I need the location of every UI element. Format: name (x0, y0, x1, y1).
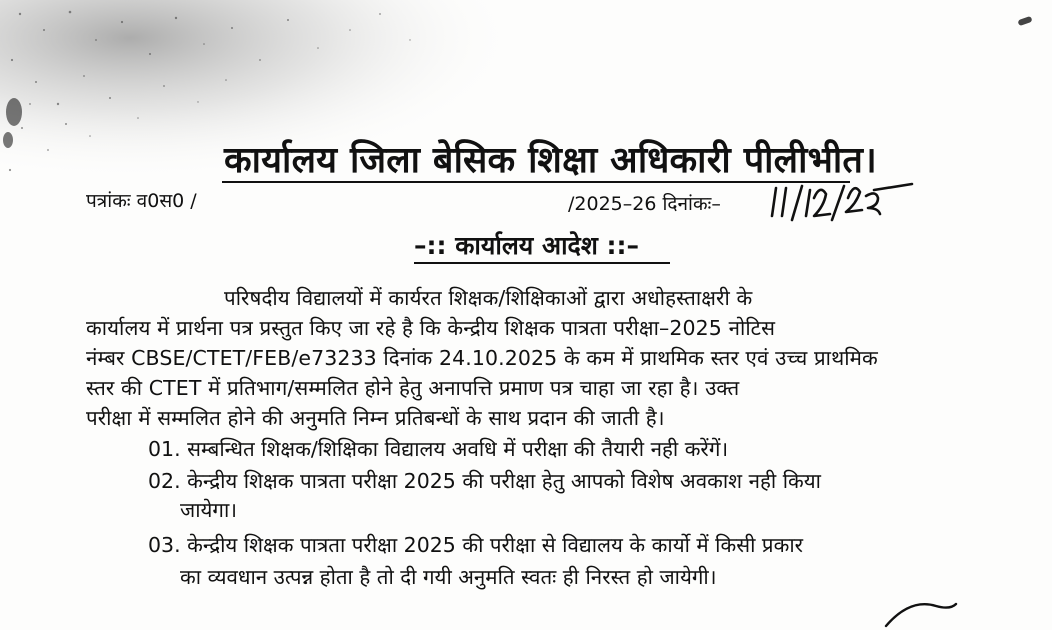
reference-date-label: /2025–26 दिनांकः– (568, 193, 721, 215)
scan-mark (1017, 16, 1032, 26)
body-line: स्तर की CTET में प्रतिभाग/सम्मलित होने हेतु अनापत्ति प्रमाण पत्र चाहा जा रहा है। उक्त (86, 376, 740, 400)
condition-03: 03. केन्द्रीय शिक्षक पात्रता परीक्षा 2025 की परीक्षा से विद्यालय के कार्यो में किसी प्रकार (148, 533, 804, 557)
reference-number: पत्रांकः व0स0 / (86, 190, 197, 212)
condition-02: 02. केन्द्रीय शिक्षक पात्रता परीक्षा 2025 की परीक्षा हेतु आपको विशेष अवकाश नही किया (148, 469, 821, 493)
title-underline (222, 181, 850, 183)
condition-02-continuation: जायेगा। (180, 498, 238, 522)
handwritten-date (766, 176, 916, 226)
body-line: परीक्षा में सम्मलित होने की अनुमति निम्न प्रतिबन्धों के साथ प्रदान की जाती है। (86, 406, 665, 430)
condition-01: 01. सम्बन्धित शिक्षक/शिक्षिका विद्यालय अवधि में परीक्षा की तैयारी नही करेंगें। (148, 437, 729, 461)
condition-03-continuation: का व्यवधान उत्पन्न होता है तो दी गयी अनुमति स्वतः ही निरस्त हो जायेगी। (180, 565, 717, 589)
body-line: नंम्बर CBSE/CTET/FEB/e73233 दिनांक 24.10.2025 के कम में प्राथमिक स्तर एवं उच्च प्राथमिक (86, 346, 878, 370)
office-title: कार्यालय जिला बेसिक शिक्षा अधिकारी पीलीभीत। (224, 140, 877, 181)
body-line: कार्यालय में प्रार्थना पत्र प्रस्तुत किए जा रहे है कि केन्द्रीय शिक्षक पात्रता परीक्षा–2025 नोटिस (86, 316, 776, 340)
signature-stroke (880, 596, 960, 630)
order-heading: –:: कार्यालय आदेश ::– (414, 231, 640, 260)
body-line: परिषदीय विद्यालयों में कार्यरत शिक्षक/शिक्षिकाओं द्वारा अधोहस्ताक्षरी के (224, 286, 753, 310)
heading-underline (414, 262, 670, 264)
